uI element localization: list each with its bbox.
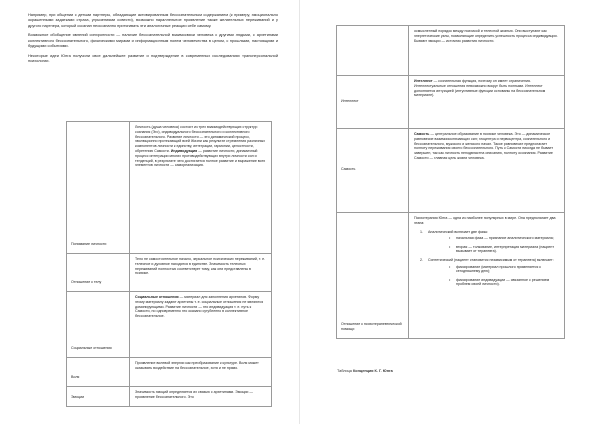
row-label: Интеллект xyxy=(337,76,409,129)
list-marker: 1. xyxy=(420,229,423,234)
paragraph: Возможное обобщение явлений синхронности — наличие бессознательной взаимосвязи человека с другими людьми, с архетипами коллективного бессознательного, физическими мирами и информационным полем человечества в целом, с прошлыми, настоящими и будущими событиями. xyxy=(28,32,278,49)
definition-text: — развитие личности, динамичный процесс интеграции многих противодействующих внутри личности сил и тенденций, в результате чего достигается полное развитие и выражение всех элементов личности — самореализация. xyxy=(135,148,266,168)
intro-text xyxy=(28,12,278,68)
row-label: Эмоции xyxy=(67,387,130,407)
bullet-icon: • xyxy=(449,277,451,282)
row-definition xyxy=(130,358,272,387)
table-caption xyxy=(337,369,393,374)
table-row xyxy=(337,76,565,129)
table-row xyxy=(67,387,272,407)
definition-text: Тело не самостоятельное начало, зеркальное психических переживаний, т. е. телесное и духовное находятся в единстве. Значимость телесных переживаний полностью соответствует тому, как они представлены в психике. xyxy=(135,257,266,276)
table-row xyxy=(337,129,565,213)
row-label: Понимание личности xyxy=(67,122,130,254)
paragraph: Некоторые идеи Юнга получили свое дальнейшее развитие и подтверждение в современных исследованиях трансперсональной психологии. xyxy=(28,52,278,64)
stage-list xyxy=(414,230,559,288)
table-row xyxy=(67,254,272,292)
definition-text: Психотерапия Юнга — одна из наиболее популярных в мире. Она предполагает два этапа: xyxy=(414,216,556,225)
definition-term: Самость xyxy=(414,132,430,136)
definition-text: — центральное образование в психике человека. Это — динамическое равновесие взаимоисключающих сил; эгоцентра и первоцентра, сознательного и бессознательного, мужского и женского начал. Такое равновесие предполагает полноту переживания своего бессознательного. Путь к Самости никогда не бывает завершен, так как личность неподвластна описанию, полноту осознания. Развитие Самости — главная цель жизни человека. xyxy=(414,132,554,160)
definition-text: Личность (душа человека) состоит из трех взаимодействующих структур: сознания (Эго), индивидуального бессознательного и коллективного бессознательного. Развитие личности — это динамический процесс, эволюционно протекающий всей Жизни как результат стремления различных компонентов личности к единству, интеграции, гармонии, целостности, обретению Самости. xyxy=(135,125,266,153)
row-definition xyxy=(130,254,272,292)
table-row xyxy=(337,213,565,339)
caption-prefix: Таблица xyxy=(337,369,352,373)
list-item xyxy=(428,265,559,275)
bullet-icon: • xyxy=(449,264,451,269)
row-label: Воля xyxy=(67,358,130,387)
row-label: Отношение к психотерапевтической помощи xyxy=(337,213,409,339)
row-definition xyxy=(409,76,565,129)
definition-text: Проявление волевой энергии как преобразование к культуре. Воля может оказывать воздействие на бессознательное, хотя и не прямо. xyxy=(135,361,259,370)
concept-table-right xyxy=(336,25,565,339)
list-item xyxy=(428,236,559,241)
right-page xyxy=(300,0,600,424)
row-label: Социальные отношения xyxy=(67,292,130,358)
list-item xyxy=(428,245,559,255)
list-item-text: Синтетический (пациент становится независимым от терапевта) включает: xyxy=(428,257,554,262)
list-marker: 2. xyxy=(420,257,423,262)
definition-text: — сознательная функция, поэтому он имеет ограничения. Интеллектуальные отношения невозможно вокруг быть полными. Интеллект дополняется интуицией (интуитивные функции основаны на бессознательном материале). xyxy=(414,79,546,98)
definition-text: осмысленный порядок между психикой и телесной жизнью. Они выступают как энергетические узлы, позволяющие определить успешность процесса индивидуации. Бывают эмоции — источник развития личности. xyxy=(414,29,558,43)
list-item-text: Аналитический включает две фазы: xyxy=(428,229,489,234)
table-row xyxy=(337,26,565,76)
table-row xyxy=(67,122,272,254)
list-item xyxy=(414,230,559,255)
row-definition xyxy=(409,213,565,339)
table-row xyxy=(67,358,272,387)
row-definition xyxy=(130,387,272,407)
list-item-text: фиксирование (материал прошлого применяется к сегодняшнему дню); xyxy=(456,264,541,274)
list-item xyxy=(428,278,559,288)
sub-list xyxy=(428,265,559,288)
list-item-text: вторая — толкование, интерпретация материала (пациент вызывает от терапевта). xyxy=(456,244,555,254)
bullet-icon: • xyxy=(449,236,451,241)
row-definition xyxy=(409,129,565,213)
list-item-text: начальная фаза — признание аналитического материала; xyxy=(456,236,554,241)
definition-term: Интеллект xyxy=(414,79,433,83)
definition-term: Индивидуация xyxy=(170,148,198,153)
row-definition xyxy=(130,122,272,254)
bullet-icon: • xyxy=(449,244,451,249)
list-item xyxy=(414,258,559,287)
row-label: Самость xyxy=(337,129,409,213)
caption-title: Концепция К. Г. Юнга xyxy=(352,369,393,373)
row-label: Отношение к телу xyxy=(67,254,130,292)
row-definition xyxy=(130,292,272,358)
definition-term: Социальные отношения xyxy=(135,295,179,299)
concept-table-left xyxy=(66,121,272,407)
row-definition xyxy=(409,26,565,76)
definition-text: Значимость эмоций определяется их связью с архетипами. Эмоции — проявление бессознательного. Это xyxy=(135,390,253,399)
list-item-text: фиксирование индивидуации — связанное с решением проблем своей личности). xyxy=(456,277,550,287)
definition-text: — материал для заполнения архетипов. Форму этому материалу задают архетипы т. е. социальные отношения не являются доминирующими. Развитие личности — это индивидуация т. е. путь к Самости, но одновременно это оказано сугубленно в коллективное бессознательное. xyxy=(135,295,264,319)
paragraph: Например, при общении с детьми партнеры, обладающие активированным бессознательным содержанием (к примеру, эмоционально окрашенными задатками страха, угрызениями совести), возможно параллельное проявление также желательных переживаний и у другого партнера, который осознан неосознанно притягивать эти аналогичные реакции себе самому. xyxy=(28,12,278,28)
row-label xyxy=(337,26,409,76)
table-row xyxy=(67,292,272,358)
sub-list xyxy=(428,236,559,254)
